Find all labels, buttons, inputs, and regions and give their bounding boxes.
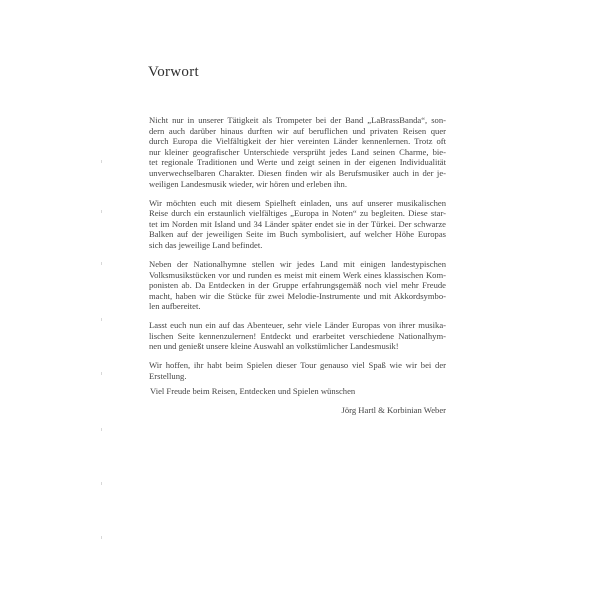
margin-mark bbox=[101, 160, 102, 163]
paragraph bbox=[149, 360, 446, 381]
text-line: Reise durch ein erstaunlich vielfältiges „Europa in Noten“ zu begleiten. Diese star- bbox=[149, 208, 446, 219]
page-title: Vorwort bbox=[148, 64, 199, 80]
margin-mark bbox=[101, 262, 102, 265]
margin-mark bbox=[101, 372, 102, 375]
text-line: nur kleiner geografischer Unterschiede versprüht jedes Land seinen Charme, bie- bbox=[149, 146, 446, 157]
text-line: ponisten ab. Da Entdecken in der Gruppe erfahrungsgemäß noch viel mehr Freude bbox=[149, 280, 446, 291]
margin-mark bbox=[101, 210, 102, 213]
text-line: Nicht nur in unserer Tätigkeit als Trompeter bei der Band „LaBrassBanda“, son- bbox=[149, 115, 446, 125]
text-line: Neben der Nationalhymne stellen wir jedes Land mit einigen landestypischen bbox=[149, 258, 446, 269]
text-line: dern auch darüber hinaus durften wir auf beruflichen und privaten Reisen quer bbox=[149, 125, 446, 136]
foreword-body bbox=[149, 115, 446, 390]
paragraph bbox=[149, 320, 446, 352]
text-line: nen und genießt unsere kleine Auswahl an volkstümlicher Landesmusik! bbox=[149, 341, 399, 352]
paragraph bbox=[149, 259, 446, 312]
text-line: durch Europa die Vielfältigkeit der hier vereinten Länder kennenlernen. Trotz oft bbox=[149, 136, 446, 147]
paragraph bbox=[149, 198, 446, 251]
text-line: sich das jeweilige Land befindet. bbox=[149, 239, 263, 250]
text-line: tet regionale Traditionen und Werte und zeigt seinen in der eigenen Individualität bbox=[149, 157, 446, 168]
text-line: macht, haben wir die Stücke für zwei Melodie-Instrumente und mit Akkordsymbo- bbox=[149, 290, 446, 301]
text-line: len aufbereitet. bbox=[149, 301, 201, 312]
margin-mark bbox=[101, 536, 102, 539]
text-line: lischen Seite kennenzulernen! Entdeckt und erarbeitet verschiedene Nationalhym- bbox=[149, 330, 446, 341]
margin-mark bbox=[101, 482, 102, 485]
text-line: Volksmusikstücken vor und runden es meist mit einem Werk eines klassischen Kom- bbox=[149, 269, 446, 280]
margin-mark bbox=[101, 428, 102, 431]
margin-mark bbox=[101, 318, 102, 321]
text-line: Lasst euch nun ein auf das Abenteuer, sehr viele Länder Europas von ihrer musika- bbox=[149, 320, 446, 331]
author-signature: Jörg Hartl & Korbinian Weber bbox=[341, 405, 446, 415]
paragraph bbox=[149, 115, 446, 189]
text-line: Erstellung. bbox=[149, 371, 187, 382]
text-line: unverwechselbaren Charakter. Diesen finden wir als Berufsmusiker auch in der je- bbox=[149, 167, 446, 178]
text-line: weiligen Landesmusik wieder, wir hören und erleben ihn. bbox=[149, 178, 347, 189]
text-line: Wir hoffen, ihr habt beim Spielen dieser Tour genauso viel Spaß wie wir bei der bbox=[149, 360, 446, 371]
text-line: tet im Norden mit Island und 34 Länder später endet sie in der Türkei. Der schwarze bbox=[149, 218, 446, 229]
text-line: Balken auf der jeweiligen Seite im Buch symbolisiert, auf welcher Höhe Europas bbox=[149, 229, 446, 240]
closing-greeting: Viel Freude beim Reisen, Entdecken und Spielen wünschen bbox=[150, 386, 356, 396]
text-line: Wir möchten euch mit diesem Spielheft einladen, uns auf unserer musikalischen bbox=[149, 197, 446, 208]
